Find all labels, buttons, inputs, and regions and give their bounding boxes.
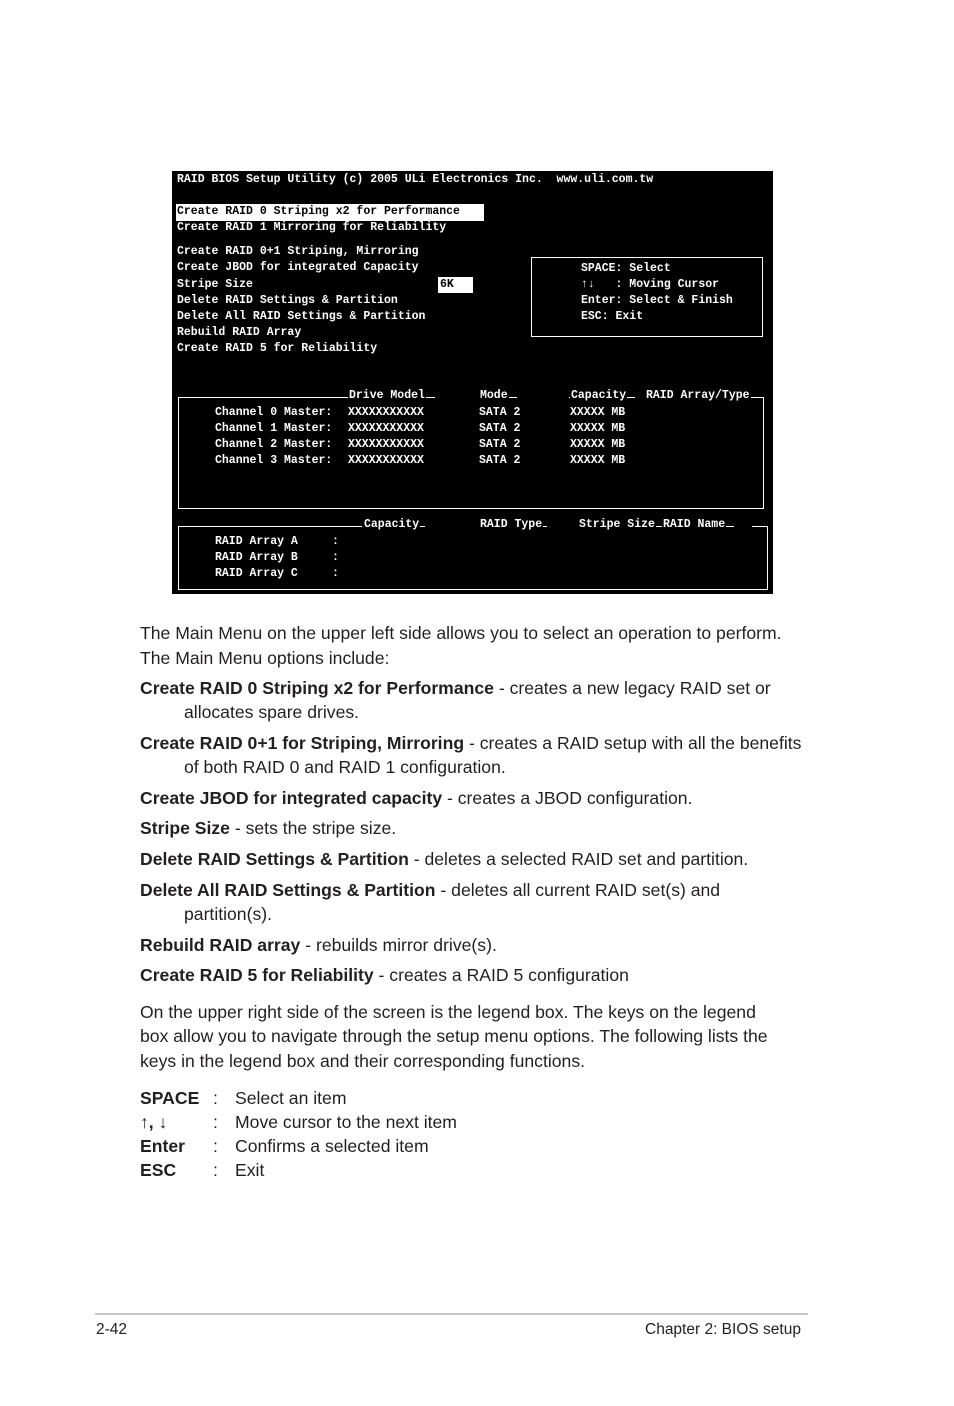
array-label: RAID Array A <box>215 535 298 548</box>
legend-intro-line-2: box allow you to navigate through the setup menu options. The following lists the <box>140 1026 768 1046</box>
option-raid5 <box>140 963 820 987</box>
option-term: Stripe Size <box>140 818 230 838</box>
menu-item-raid0[interactable]: Create RAID 0 Striping x2 for Performance <box>176 204 484 221</box>
option-term: Create RAID 0+1 for Striping, Mirroring <box>140 733 465 753</box>
option-desc: - creates a JBOD configuration. <box>442 788 693 808</box>
intro-line-1: The Main Menu on the upper left side allows you to select an operation to perform. <box>140 623 782 643</box>
drive-mode: SATA 2 <box>479 438 521 451</box>
legend-intro-line-3: keys in the legend box and their corresponding functions. <box>140 1051 586 1071</box>
array-capacity-header: Capacity <box>364 518 420 531</box>
key-desc: Exit <box>235 1160 265 1180</box>
mode-header: Mode <box>480 389 508 402</box>
legend-intro-line-1: On the upper right side of the screen is the legend box. The keys on the legend <box>140 1002 756 1022</box>
key-name: Enter <box>140 1136 185 1156</box>
drive-model: XXXXXXXXXXX <box>348 406 424 419</box>
option-delete-all <box>140 878 820 926</box>
legend-box <box>531 257 763 337</box>
drive-mode: SATA 2 <box>479 406 521 419</box>
drive-capacity: XXXXX MB <box>570 406 626 419</box>
option-term: Rebuild RAID array <box>140 935 301 955</box>
channel-label: Channel 2 Master: <box>215 438 333 451</box>
array-label: RAID Array C <box>215 567 298 580</box>
menu-item-stripe-size[interactable]: Stripe Size <box>177 278 253 291</box>
option-desc: - deletes a selected RAID set and partition. <box>408 849 749 869</box>
menu-item-raid1[interactable]: Create RAID 1 Mirroring for Reliability <box>177 221 447 234</box>
raid-array-type-header: RAID Array/Type <box>646 389 750 402</box>
drive-capacity: XXXXX MB <box>570 438 626 451</box>
option-term: Create RAID 0 Striping x2 for Performance <box>140 678 494 698</box>
option-rebuild <box>140 933 820 957</box>
channel-label: Channel 1 Master: <box>215 422 333 435</box>
stripe-size-value[interactable]: 6K <box>438 277 473 293</box>
option-desc: - deletes all current RAID set(s) and <box>435 880 721 900</box>
raid-type-header: RAID Type <box>480 518 543 531</box>
option-desc-cont: of both RAID 0 and RAID 1 configuration. <box>184 757 506 777</box>
menu-item-jbod[interactable]: Create JBOD for integrated Capacity <box>177 261 419 274</box>
option-desc: - creates a RAID setup with all the benefits <box>464 733 802 753</box>
drive-mode: SATA 2 <box>479 454 521 467</box>
capacity-header: Capacity <box>571 389 627 402</box>
option-desc: - sets the stripe size. <box>229 818 397 838</box>
option-stripe-size <box>140 816 820 840</box>
raid-array-table <box>178 518 768 590</box>
legend-esc: ESC: Exit <box>581 310 644 323</box>
legend-space: SPACE: Select <box>581 262 671 275</box>
drive-model: XXXXXXXXXXX <box>348 422 424 435</box>
key-name: SPACE <box>140 1088 200 1108</box>
key-name: ESC <box>140 1160 177 1180</box>
page-number: 2-42 <box>96 1321 128 1338</box>
intro-line-2: The Main Menu options include: <box>140 648 390 668</box>
array-colon: : <box>332 551 339 564</box>
option-term: Delete RAID Settings & Partition <box>140 849 409 869</box>
option-desc-cont: allocates spare drives. <box>184 702 360 722</box>
menu-item-rebuild[interactable]: Rebuild RAID Array <box>177 326 302 339</box>
option-raid01 <box>140 731 820 779</box>
array-label: RAID Array B <box>215 551 298 564</box>
key-sep: : <box>213 1136 218 1156</box>
key-sep: : <box>213 1088 218 1108</box>
drive-model-header: Drive Model <box>349 389 425 402</box>
option-desc: - creates a RAID 5 configuration <box>373 965 629 985</box>
chapter-title: Chapter 2: BIOS setup <box>645 1321 801 1338</box>
key-name: ↑, ↓ <box>140 1112 168 1132</box>
drive-capacity: XXXXX MB <box>570 422 626 435</box>
channel-label: Channel 0 Master: <box>215 406 333 419</box>
bios-header: RAID BIOS Setup Utility (c) 2005 ULi Electronics Inc. www.uli.com.tw <box>177 173 654 186</box>
option-term: Create RAID 5 for Reliability <box>140 965 374 985</box>
drive-table <box>178 389 764 509</box>
option-desc: - rebuilds mirror drive(s). <box>300 935 497 955</box>
key-sep: : <box>213 1112 218 1132</box>
bios-screenshot <box>172 171 773 594</box>
option-desc: - creates a new legacy RAID set or <box>493 678 771 698</box>
drive-model: XXXXXXXXXXX <box>348 438 424 451</box>
menu-item-raid5[interactable]: Create RAID 5 for Reliability <box>177 342 378 355</box>
stripe-size-header: Stripe Size <box>579 518 655 531</box>
channel-label: Channel 3 Master: <box>215 454 333 467</box>
option-term: Create JBOD for integrated capacity <box>140 788 443 808</box>
legend-arrows: ↑↓ : Moving Cursor <box>581 278 720 291</box>
key-desc: Select an item <box>235 1088 347 1108</box>
raid-name-header: RAID Name <box>663 518 726 531</box>
key-desc: Confirms a selected item <box>235 1136 429 1156</box>
option-jbod <box>140 786 820 810</box>
array-colon: : <box>332 535 339 548</box>
footer-rule <box>95 1313 808 1315</box>
menu-item-raid01[interactable]: Create RAID 0+1 Striping, Mirroring <box>177 245 419 258</box>
drive-model: XXXXXXXXXXX <box>348 454 424 467</box>
key-desc: Move cursor to the next item <box>235 1112 457 1132</box>
menu-item-delete-all[interactable]: Delete All RAID Settings & Partition <box>177 310 426 323</box>
option-raid0 <box>140 676 820 724</box>
key-sep: : <box>213 1160 218 1180</box>
legend-enter: Enter: Select & Finish <box>581 294 733 307</box>
option-desc-cont: partition(s). <box>184 904 272 924</box>
drive-capacity: XXXXX MB <box>570 454 626 467</box>
array-colon: : <box>332 567 339 580</box>
drive-mode: SATA 2 <box>479 422 521 435</box>
menu-item-delete-raid[interactable]: Delete RAID Settings & Partition <box>177 294 398 307</box>
option-delete-raid <box>140 847 820 871</box>
option-term: Delete All RAID Settings & Partition <box>140 880 436 900</box>
